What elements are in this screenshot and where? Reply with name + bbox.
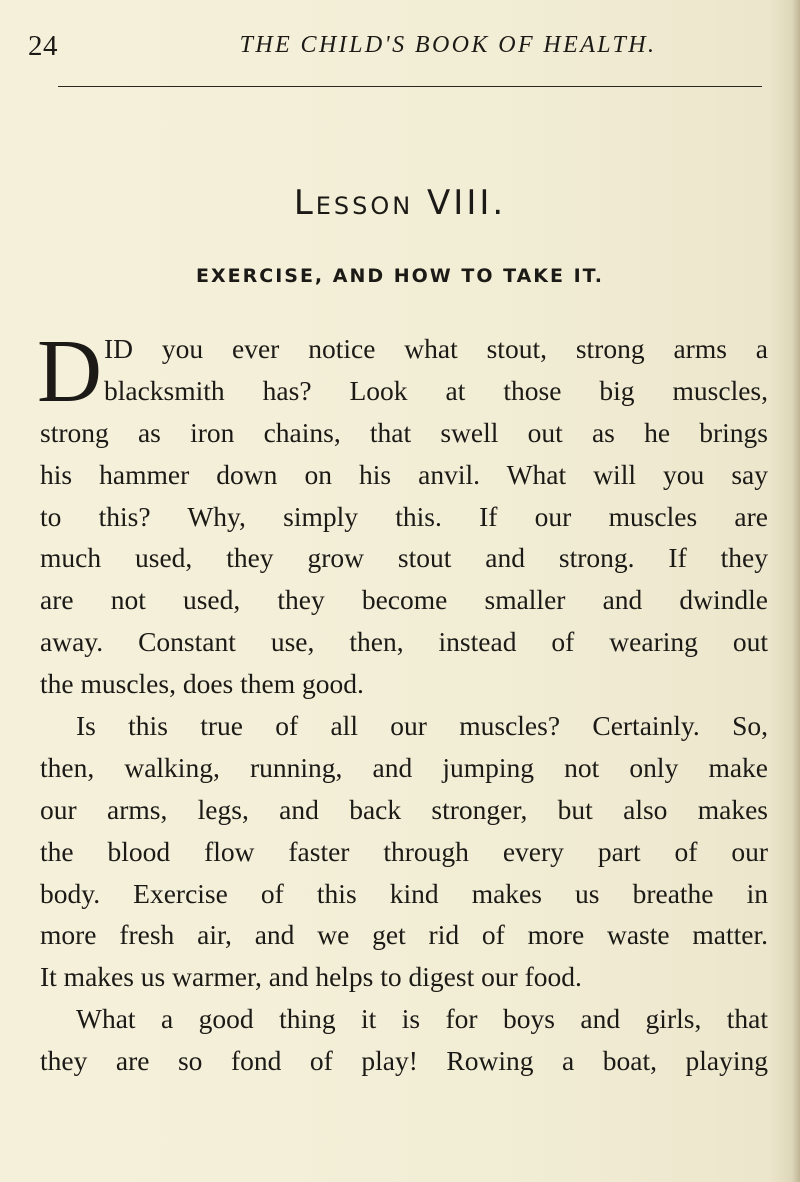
lesson-title: Lesson VIII. xyxy=(293,183,507,223)
header-rule xyxy=(58,86,762,87)
text-line: his hammer down on his anvil. What will you say xyxy=(40,458,768,490)
text-line: strong as iron chains, that swell out as he brings xyxy=(40,416,768,448)
text-line: Is this true of all our muscles? Certainly. So, xyxy=(76,710,768,742)
page-edge-shadow xyxy=(792,0,800,1182)
text-line: the muscles, does them good. xyxy=(40,668,364,700)
text-line: What a good thing it is for boys and girls, that xyxy=(76,1003,768,1035)
text-line: ID you ever notice what stout, strong arms a xyxy=(104,333,768,364)
text-line: much used, they grow stout and strong. If they xyxy=(40,542,768,574)
running-title: THE CHILD'S BOOK OF HEALTH. xyxy=(239,32,657,58)
text-line: blacksmith has? Look at those big muscles, xyxy=(104,374,768,406)
text-line: to this? Why, simply this. If our muscles are xyxy=(40,500,768,532)
drop-cap: D xyxy=(37,322,102,421)
lesson-subtitle: EXERCISE, AND HOW TO TAKE IT. xyxy=(196,265,604,287)
text-line: It makes us warmer, and helps to digest our food. xyxy=(40,961,582,993)
text-line: they are so fond of play! Rowing a boat, playing xyxy=(40,1045,768,1077)
text-line: our arms, legs, and back stronger, but also makes xyxy=(40,793,768,825)
running-head xyxy=(28,30,770,66)
body-text xyxy=(37,322,768,1082)
text-line: away. Constant use, then, instead of wearing out xyxy=(40,626,768,658)
text-line: more fresh air, and we get rid of more waste matter. xyxy=(40,919,768,951)
text-line: are not used, they become smaller and dwindle xyxy=(40,584,768,616)
text-line: body. Exercise of this kind makes us breathe in xyxy=(40,877,768,909)
text-line: then, walking, running, and jumping not only make xyxy=(40,751,768,783)
page-number: 24 xyxy=(28,30,58,62)
text-line: the blood flow faster through every part of our xyxy=(40,835,768,867)
